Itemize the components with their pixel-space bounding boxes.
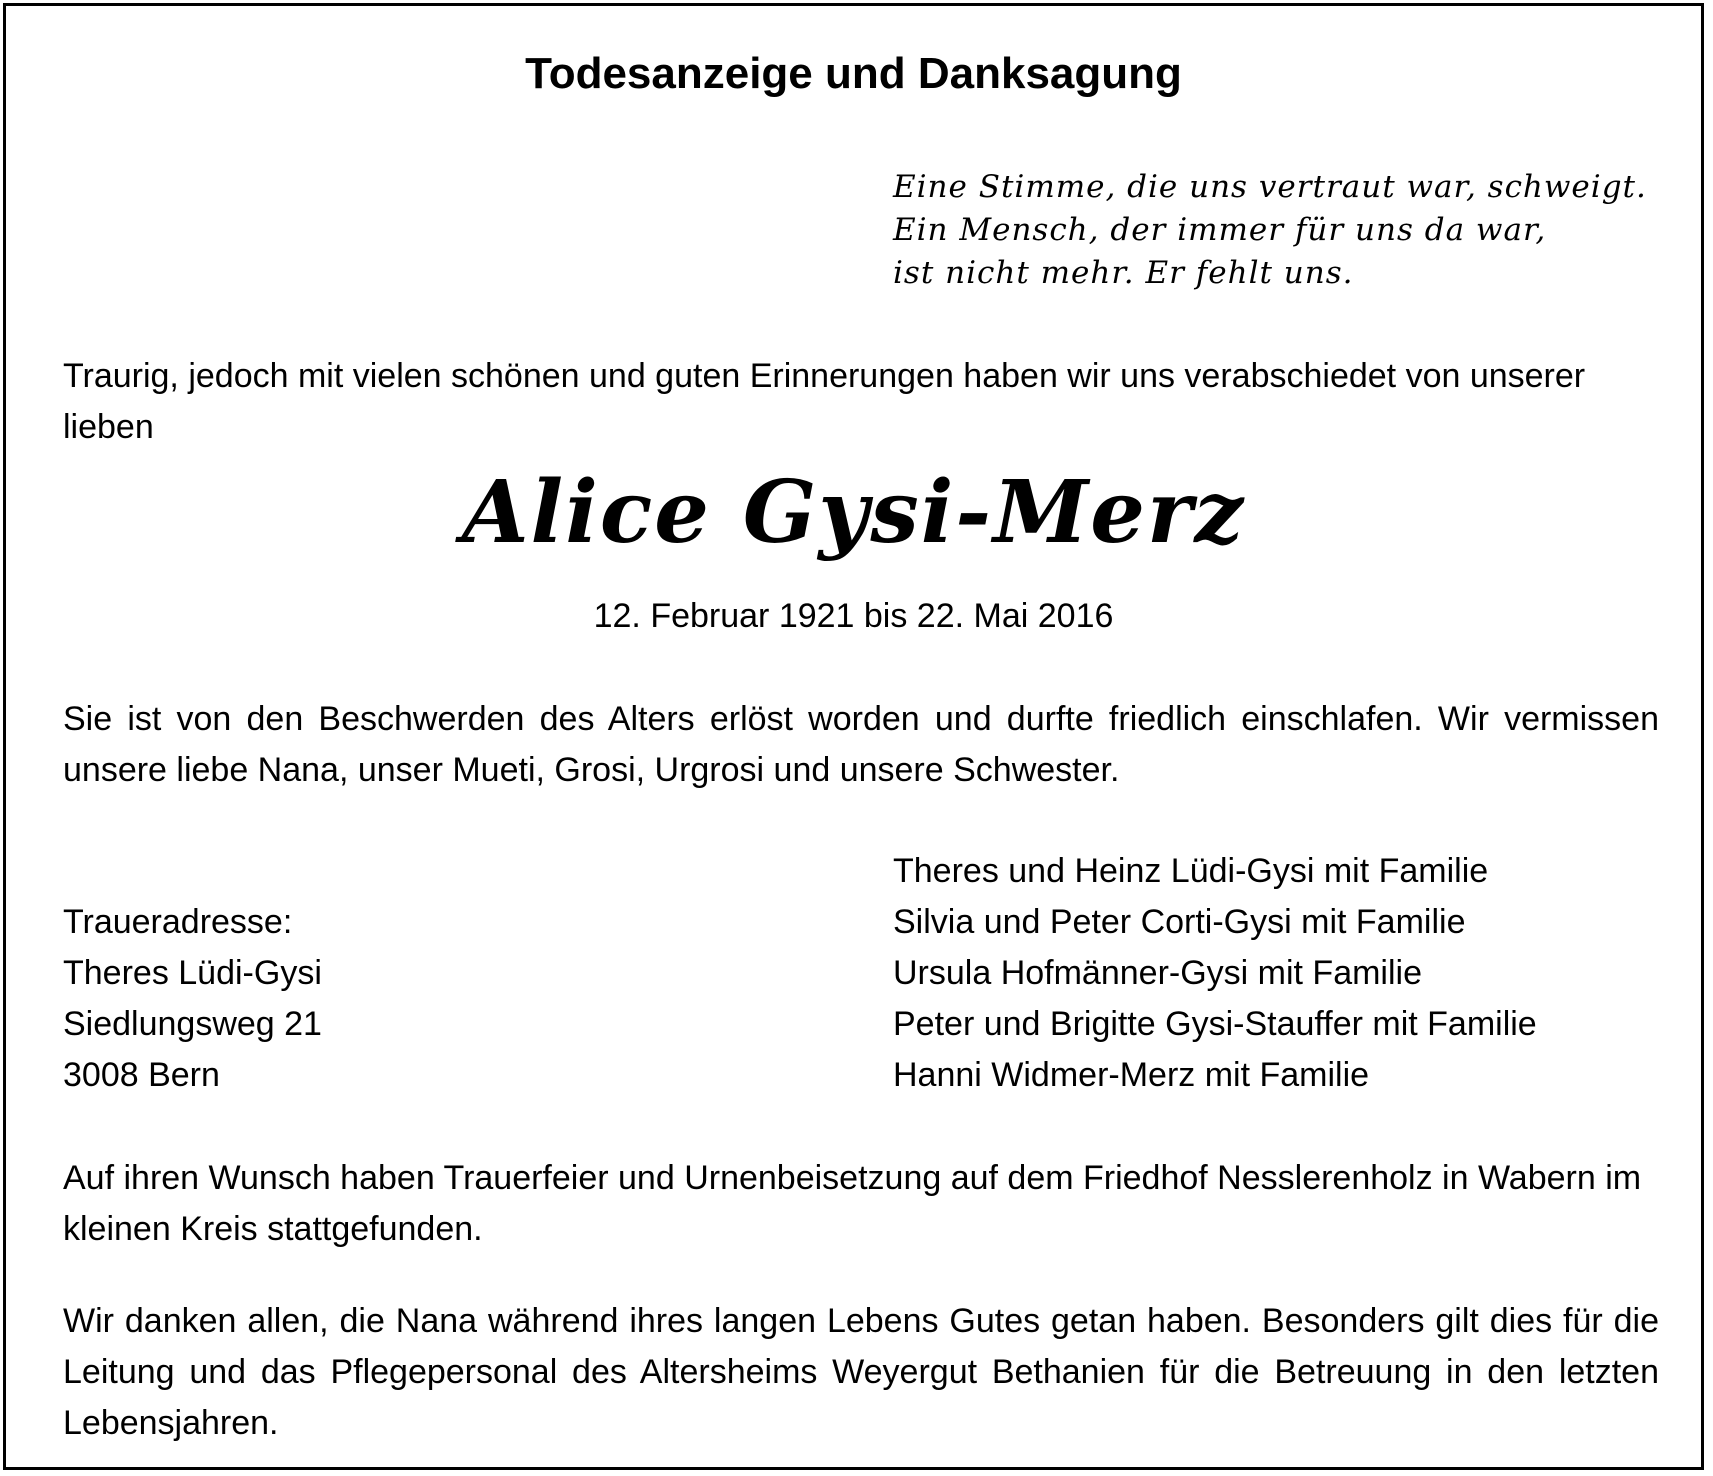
relief-paragraph: Sie ist von den Beschwerden des Alters erlöst worden und durfte friedlich einschlafen. Wir vermissen unsere liebe Nana, unser Mueti, Grosi, Urgrosi und unsere Schwester. [63,700,1659,789]
poem-line: Ein Mensch, der immer für uns da war, [893,212,1547,248]
intro-paragraph: Traurig, jedoch mit vielen schönen und guten Erinnerungen haben wir uns verabschiedet von unserer lieben [63,357,1586,446]
family-entry: Theres und Heinz Lüdi-Gysi mit Familie [893,852,1489,890]
family-entry: Ursula Hofmänner-Gysi mit Familie [893,954,1422,992]
address-name: Theres Lüdi-Gysi [63,954,322,992]
family-list [893,846,1537,1101]
family-entry: Peter und Brigitte Gysi-Stauffer mit Familie [893,1005,1537,1043]
address-street: Siedlungsweg 21 [63,1005,322,1043]
deceased-name: Alice Gysi-Merz [461,462,1246,563]
family-entry: Silvia und Peter Corti-Gysi mit Familie [893,903,1466,941]
obituary-frame [3,3,1704,1470]
address-city: 3008 Bern [63,1056,220,1094]
address-label: Traueradresse: [63,903,293,941]
thanks-paragraph: Wir danken allen, die Nana während ihres langen Lebens Gutes getan haben. Besonders gilt dies für die Leitung und das Pflegepersonal des Altersheims Weyergut Bethanien für die Betreuung in den letzten Lebensjahren. [63,1302,1659,1442]
poem-line: Eine Stimme, die uns vertraut war, schweigt. [893,169,1647,205]
poem-line: ist nicht mehr. Er fehlt uns. [893,255,1354,291]
poem [893,166,1647,295]
life-dates: 12. Februar 1921 bis 22. Mai 2016 [593,597,1114,635]
page-title: Todesanzeige und Danksagung [525,49,1182,98]
family-entry: Hanni Widmer-Merz mit Familie [893,1056,1370,1094]
mourning-address [63,897,322,1101]
funeral-paragraph: Auf ihren Wunsch haben Trauerfeier und Urnenbeisetzung auf dem Friedhof Nesslerenholz in Wabern im kleinen Kreis stattgefunden. [63,1159,1642,1248]
